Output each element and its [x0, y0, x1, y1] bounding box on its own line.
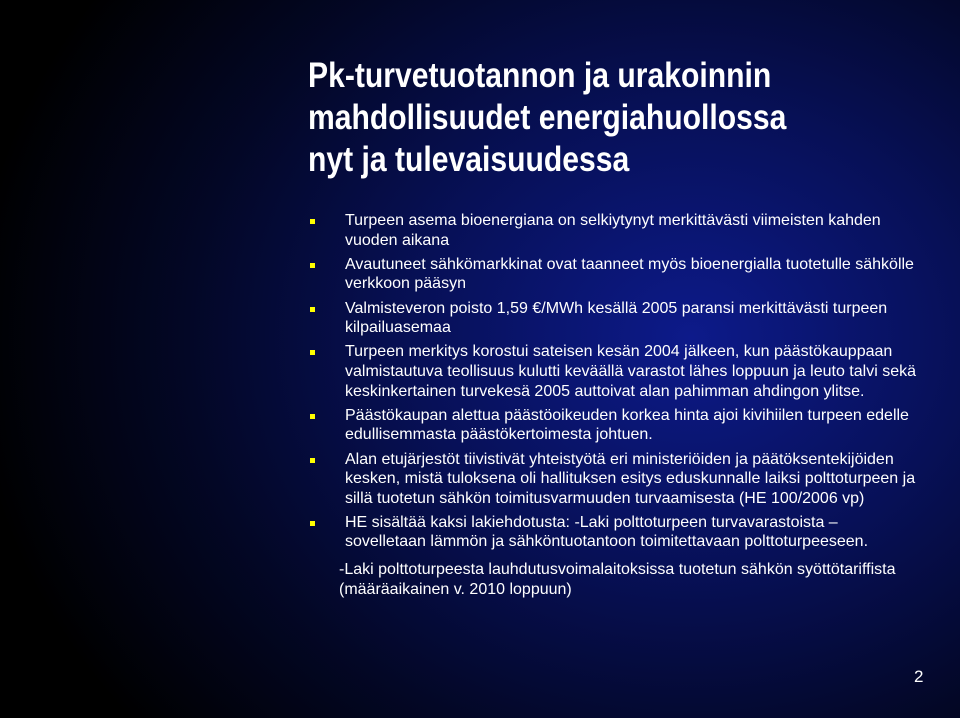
bullet-text: Alan etujärjestöt tiivistivät yhteistyötä eri ministeriöiden ja päätöksentekijöiden kesken, mistä tuloksena oli hallituksen esitys eduskunnalle laiksi polttoturpeen ja sillä tuotetun sähkön toimitusvarmuuden turvaamisesta (HE 100/2006 vp): [345, 450, 916, 507]
square-bullet-icon: [310, 263, 315, 268]
title-line-1: Pk-turvetuotannon ja urakoinnin: [308, 56, 772, 95]
square-bullet-icon: [310, 219, 315, 224]
note-text: -Laki polttoturpeesta lauhdutusvoimalaitoksissa tuotetun sähkön syöttötariffista (määräaikainen v. 2010 loppuun): [339, 561, 896, 598]
square-bullet-icon: [310, 307, 315, 312]
bullet-text: Avautuneet sähkömarkkinat ovat taanneet myös bioenergialla tuotetulle sähkölle verkkoon pääsyn: [345, 255, 914, 293]
bullet-item: [304, 513, 916, 552]
bullet-item: [304, 342, 916, 401]
square-bullet-icon: [310, 521, 315, 526]
bullet-text: Turpeen asema bioenergiana on selkiytynyt merkittävästi viimeisten kahden vuoden aikana: [345, 212, 881, 249]
square-bullet-icon: [310, 458, 315, 463]
bullet-item: [304, 255, 916, 294]
page-number: 2: [914, 667, 924, 686]
bullet-text: Päästökaupan alettua päästöoikeuden korkea hinta ajoi kivihiilen turpeen edelle edullisemmasta päästökertoimesta johtuen.: [345, 406, 909, 444]
bullet-text: Turpeen merkitys korostui sateisen kesän 2004 jälkeen, kun päästökauppaan valmistautuva teollisuus kulutti keväällä varastot lähes loppuun ja leuto talvi sekä keskinkertainen turvekesä 2005 auttoivat alan pahimman ahdingon ylitse.: [345, 343, 916, 400]
bullet-text: HE sisältää kaksi lakiehdotusta: -Laki polttoturpeen turvavarastoista – sovelletaan lämmön ja sähköntuotantoon toimitettavaan polttoturpeeseen.: [345, 513, 869, 551]
slide-title: [308, 55, 841, 181]
title-line-2: mahdollisuudet energiahuollossa: [308, 98, 787, 137]
bullet-text: Valmisteveron poisto 1,59 €/MWh kesällä 2005 paransi merkittävästi turpeen kilpailuasemaa: [345, 299, 888, 337]
bullet-item: [304, 406, 916, 445]
bullet-item: [304, 211, 916, 250]
square-bullet-icon: [310, 414, 315, 419]
bullet-item: [304, 299, 916, 338]
bullet-item: [304, 450, 916, 509]
bullet-list: [304, 211, 916, 599]
title-line-3: nyt ja tulevaisuudessa: [308, 140, 630, 179]
square-bullet-icon: [310, 350, 315, 355]
